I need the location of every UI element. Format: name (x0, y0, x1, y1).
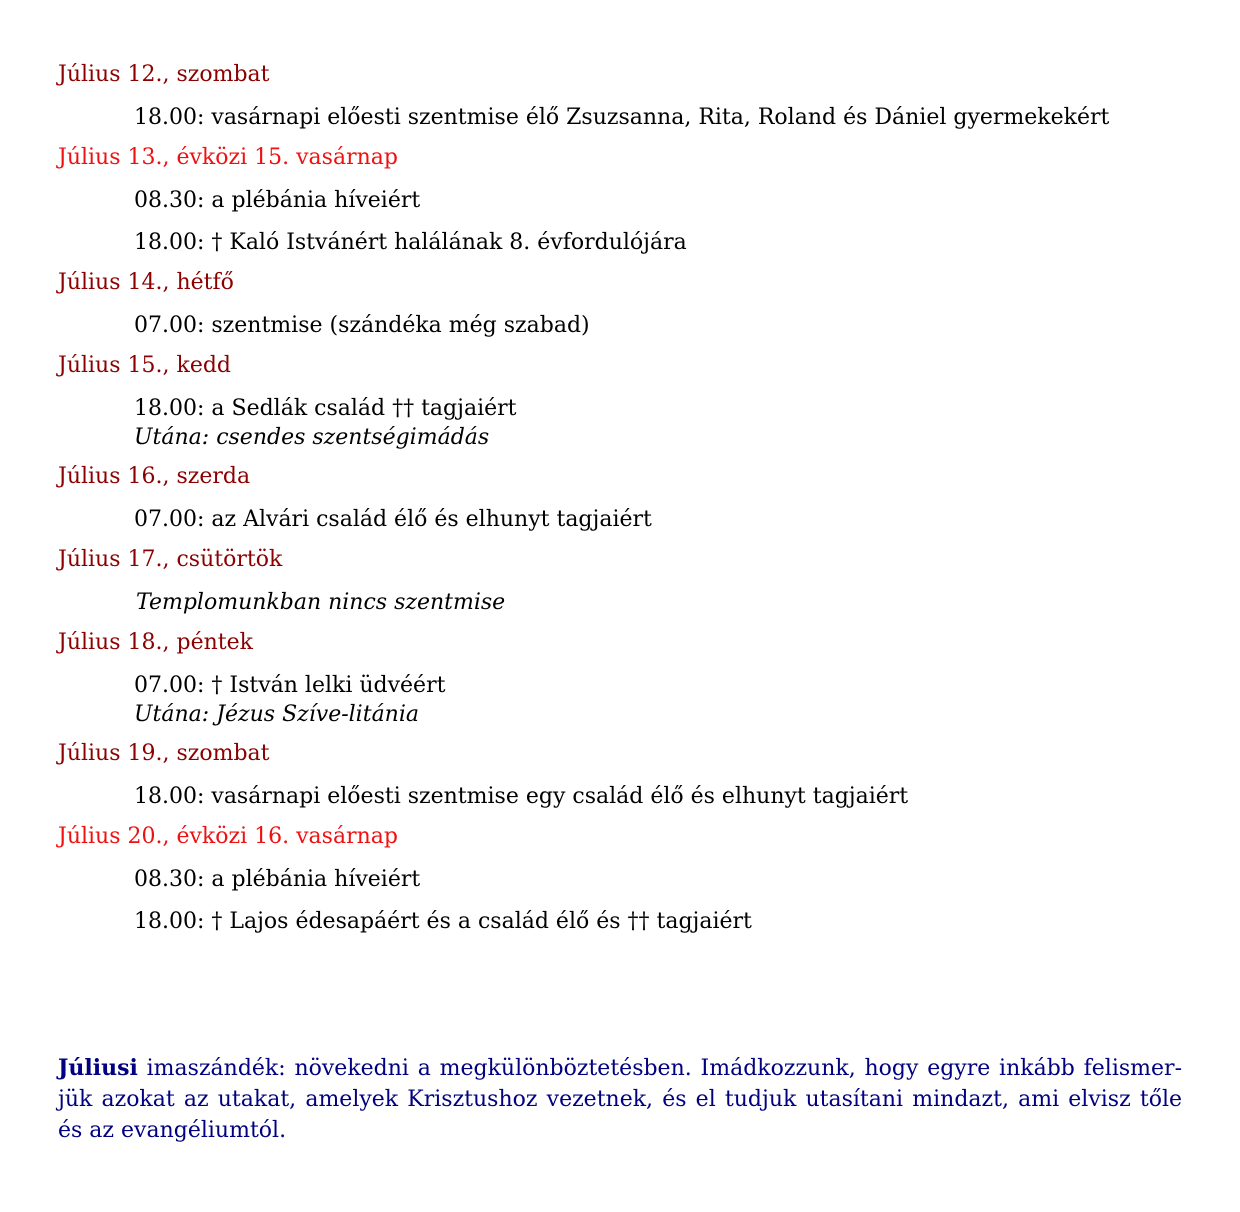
day-block (58, 626, 1188, 730)
day-entries (134, 309, 1188, 342)
intention-lead: Júliusi (58, 1055, 138, 1081)
mass-entry: 07.00: † István lelki üdvéért (134, 673, 446, 698)
mass-entry: 18.00: vasárnapi előesti szentmise egy család élő és elhunyt tagjaiért (134, 784, 909, 809)
day-header: Július 18., péntek (58, 630, 253, 655)
day-entries (134, 101, 1188, 134)
day-header: Július 17., csütörtök (58, 547, 283, 572)
mass-entry: 18.00: † Kaló Istvánért halálának 8. évfordulójára (134, 230, 687, 255)
day-entries (134, 586, 1188, 619)
day-header: Július 15., kedd (58, 353, 232, 378)
intention-text: imaszándék: növekedni a megkülönböztetésben. Imádkozzunk, hogy egyre inkább felismerjük azokat az utakat, amelyek Krisztushoz vezetnek, és el tudjuk utasítani mindazt, ami elvisz tőle és az evangéliumtól. (58, 1056, 1182, 1143)
no-mass-notice: Templomunkban nincs szentmise (136, 590, 506, 615)
mass-entry: 18.00: a Sedlák család †† tagjaiért (134, 396, 517, 421)
day-entries (134, 780, 1188, 813)
monthly-prayer-intention (58, 1053, 1182, 1146)
day-entries (134, 184, 1188, 259)
day-header: Július 16., szerda (58, 464, 251, 489)
day-block (58, 543, 1188, 619)
day-header: Július 14., hétfő (58, 270, 234, 295)
day-block (58, 266, 1188, 342)
mass-entry: 07.00: szentmise (szándéka még szabad) (134, 313, 590, 338)
mass-entry: 08.30: a plébánia híveiért (134, 188, 421, 213)
day-header: Július 19., szombat (58, 741, 270, 766)
mass-note: Utána: csendes szentségimádás (134, 425, 490, 450)
day-block (58, 820, 1188, 938)
day-block (58, 737, 1188, 813)
mass-schedule (58, 58, 1188, 945)
day-header: Július 12., szombat (58, 62, 270, 87)
day-entries (134, 863, 1188, 938)
mass-note: Utána: Jézus Szíve-litánia (134, 702, 420, 727)
mass-entry: 18.00: vasárnapi előesti szentmise élő Zsuzsanna, Rita, Roland és Dániel gyermekekért (134, 105, 1110, 130)
day-block (58, 141, 1188, 259)
day-block (58, 349, 1188, 453)
day-header: Július 13., évközi 15. vasárnap (58, 145, 398, 170)
day-header: Július 20., évközi 16. vasárnap (58, 824, 398, 849)
day-entries (134, 392, 1188, 453)
day-block (58, 460, 1188, 536)
day-entries (134, 669, 1188, 730)
day-entries (134, 503, 1188, 536)
mass-entry: 08.30: a plébánia híveiért (134, 867, 421, 892)
mass-entry: 07.00: az Alvári család élő és elhunyt tagjaiért (134, 507, 652, 532)
mass-entry: 18.00: † Lajos édesapáért és a család élő és †† tagjaiért (134, 909, 752, 934)
day-block (58, 58, 1188, 134)
